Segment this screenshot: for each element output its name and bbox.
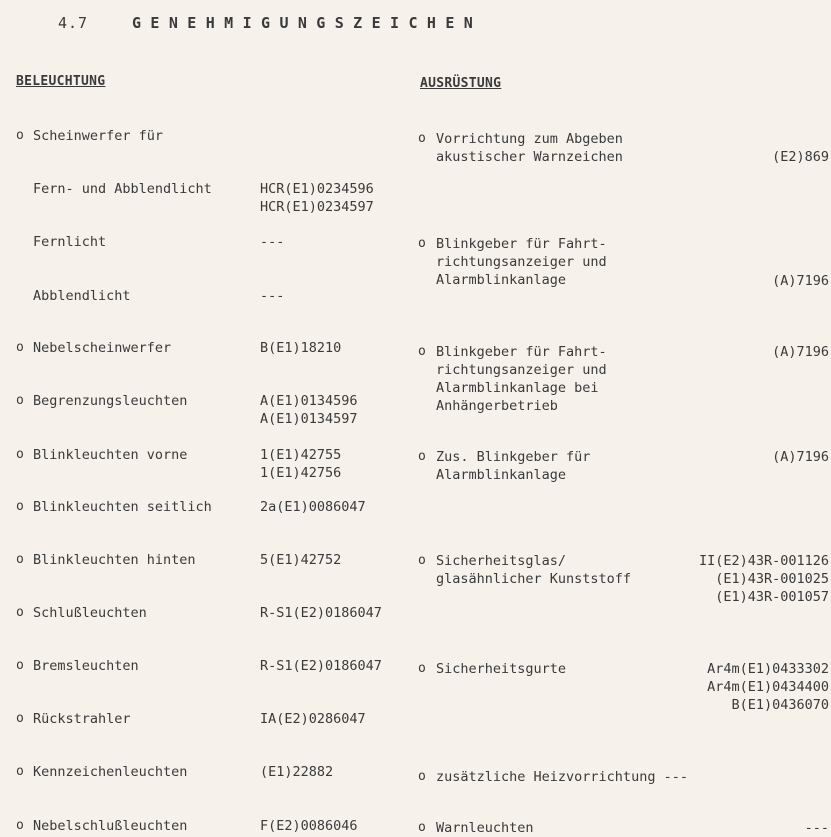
approval-code: 5(E1)42752 — [260, 552, 342, 568]
item-label: zusätzliche Heizvorrichtung --- — [436, 769, 688, 785]
item-label: Alarmblinkanlage — [436, 467, 567, 483]
approval-code: IA(E2)0286047 — [260, 711, 366, 727]
item-label: glasähnlicher Kunststoff — [436, 571, 632, 587]
approval-code: (E2)869 — [772, 149, 829, 165]
approval-code: F(E2)0086046 — [260, 818, 358, 834]
item-label: Begrenzungsleuchten — [33, 393, 188, 409]
bullet-marker: o — [418, 769, 426, 784]
bullet-marker: o — [16, 818, 24, 833]
item-label: Warnleuchten — [436, 820, 534, 836]
item-label: Blinkleuchten hinten — [33, 552, 196, 568]
bullet-marker: o — [16, 711, 24, 726]
bullet-marker: o — [418, 820, 426, 835]
item-label: Alarmblinkanlage — [436, 272, 567, 288]
bullet-marker: o — [16, 552, 24, 567]
bullet-marker: o — [418, 344, 426, 359]
approval-code: (E1)43R-001025 — [715, 571, 829, 587]
approval-code: Ar4m(E1)0433302 — [707, 661, 829, 677]
item-label: Blinkleuchten vorne — [33, 447, 188, 463]
approval-code: HCR(E1)0234596 — [260, 181, 374, 197]
item-label: Schlußleuchten — [33, 605, 147, 621]
item-label: Sicherheitsgurte — [436, 661, 567, 677]
bullet-marker: o — [418, 236, 426, 251]
item-label: richtungsanzeiger und — [436, 254, 607, 270]
bullet-marker: o — [418, 553, 426, 568]
approval-code: 1(E1)42756 — [260, 465, 342, 481]
section-number: 4.7 — [58, 14, 89, 32]
approval-code: --- — [804, 820, 829, 836]
approval-code: --- — [260, 234, 285, 250]
approval-code: Ar4m(E1)0434400 — [707, 679, 829, 695]
item-label: Alarmblinkanlage bei — [436, 380, 599, 396]
approval-code: R-S1(E2)0186047 — [260, 658, 382, 674]
bullet-marker: o — [16, 447, 24, 462]
bullet-marker: o — [16, 605, 24, 620]
bullet-marker: o — [418, 131, 426, 146]
item-label: Nebelscheinwerfer — [33, 340, 172, 356]
approval-code: A(E1)0134596 — [260, 393, 358, 409]
item-label: Bremsleuchten — [33, 658, 139, 674]
item-label: richtungsanzeiger und — [436, 362, 607, 378]
approval-code: II(E2)43R-001126 — [698, 553, 829, 569]
section-title: GENEHMIGUNGSZEICHEN — [132, 14, 483, 32]
bullet-marker: o — [16, 340, 24, 355]
approval-code: (E1)43R-001057 — [715, 589, 829, 605]
bullet-marker: o — [16, 764, 24, 779]
item-label: Blinkgeber für Fahrt- — [436, 344, 607, 360]
item-label: Rückstrahler — [33, 711, 131, 727]
bullet-marker: o — [16, 499, 24, 514]
item-label: Kennzeichenleuchten — [33, 764, 188, 780]
item-label: Nebelschlußleuchten — [33, 818, 188, 834]
item-label: Fern- und Abblendlicht — [33, 181, 212, 197]
item-label: Vorrichtung zum Abgeben — [436, 131, 623, 147]
item-label: Blinkgeber für Fahrt- — [436, 236, 607, 252]
item-label: Abblendlicht — [33, 288, 131, 304]
item-label: Scheinwerfer für — [33, 128, 164, 144]
item-label: Zus. Blinkgeber für — [436, 449, 591, 465]
approval-code: HCR(E1)0234597 — [260, 199, 374, 215]
bullet-marker: o — [16, 658, 24, 673]
item-label: Sicherheitsglas/ — [436, 553, 567, 569]
approval-code: (E1)22882 — [260, 764, 334, 780]
bullet-marker: o — [418, 449, 426, 464]
approval-code: (A)7196 — [772, 449, 829, 465]
left-column-heading: BELEUCHTUNG — [16, 74, 106, 89]
bullet-marker: o — [16, 128, 24, 143]
approval-code: (A)7196 — [772, 273, 829, 289]
item-label: Fernlicht — [33, 234, 107, 250]
item-label: akustischer Warnzeichen — [436, 149, 623, 165]
approval-code: A(E1)0134597 — [260, 411, 358, 427]
item-label: Blinkleuchten seitlich — [33, 499, 212, 515]
right-column-heading: AUSRÜSTUNG — [420, 76, 502, 91]
approval-code: B(E1)0436070 — [731, 697, 829, 713]
item-label: Anhängerbetrieb — [436, 398, 558, 414]
approval-code: (A)7196 — [772, 344, 829, 360]
bullet-marker: o — [16, 393, 24, 408]
approval-code: --- — [260, 288, 285, 304]
approval-code: R-S1(E2)0186047 — [260, 605, 382, 621]
approval-code: B(E1)18210 — [260, 340, 342, 356]
approval-code: 1(E1)42755 — [260, 447, 342, 463]
bullet-marker: o — [418, 661, 426, 676]
approval-code: 2a(E1)0086047 — [260, 499, 366, 515]
